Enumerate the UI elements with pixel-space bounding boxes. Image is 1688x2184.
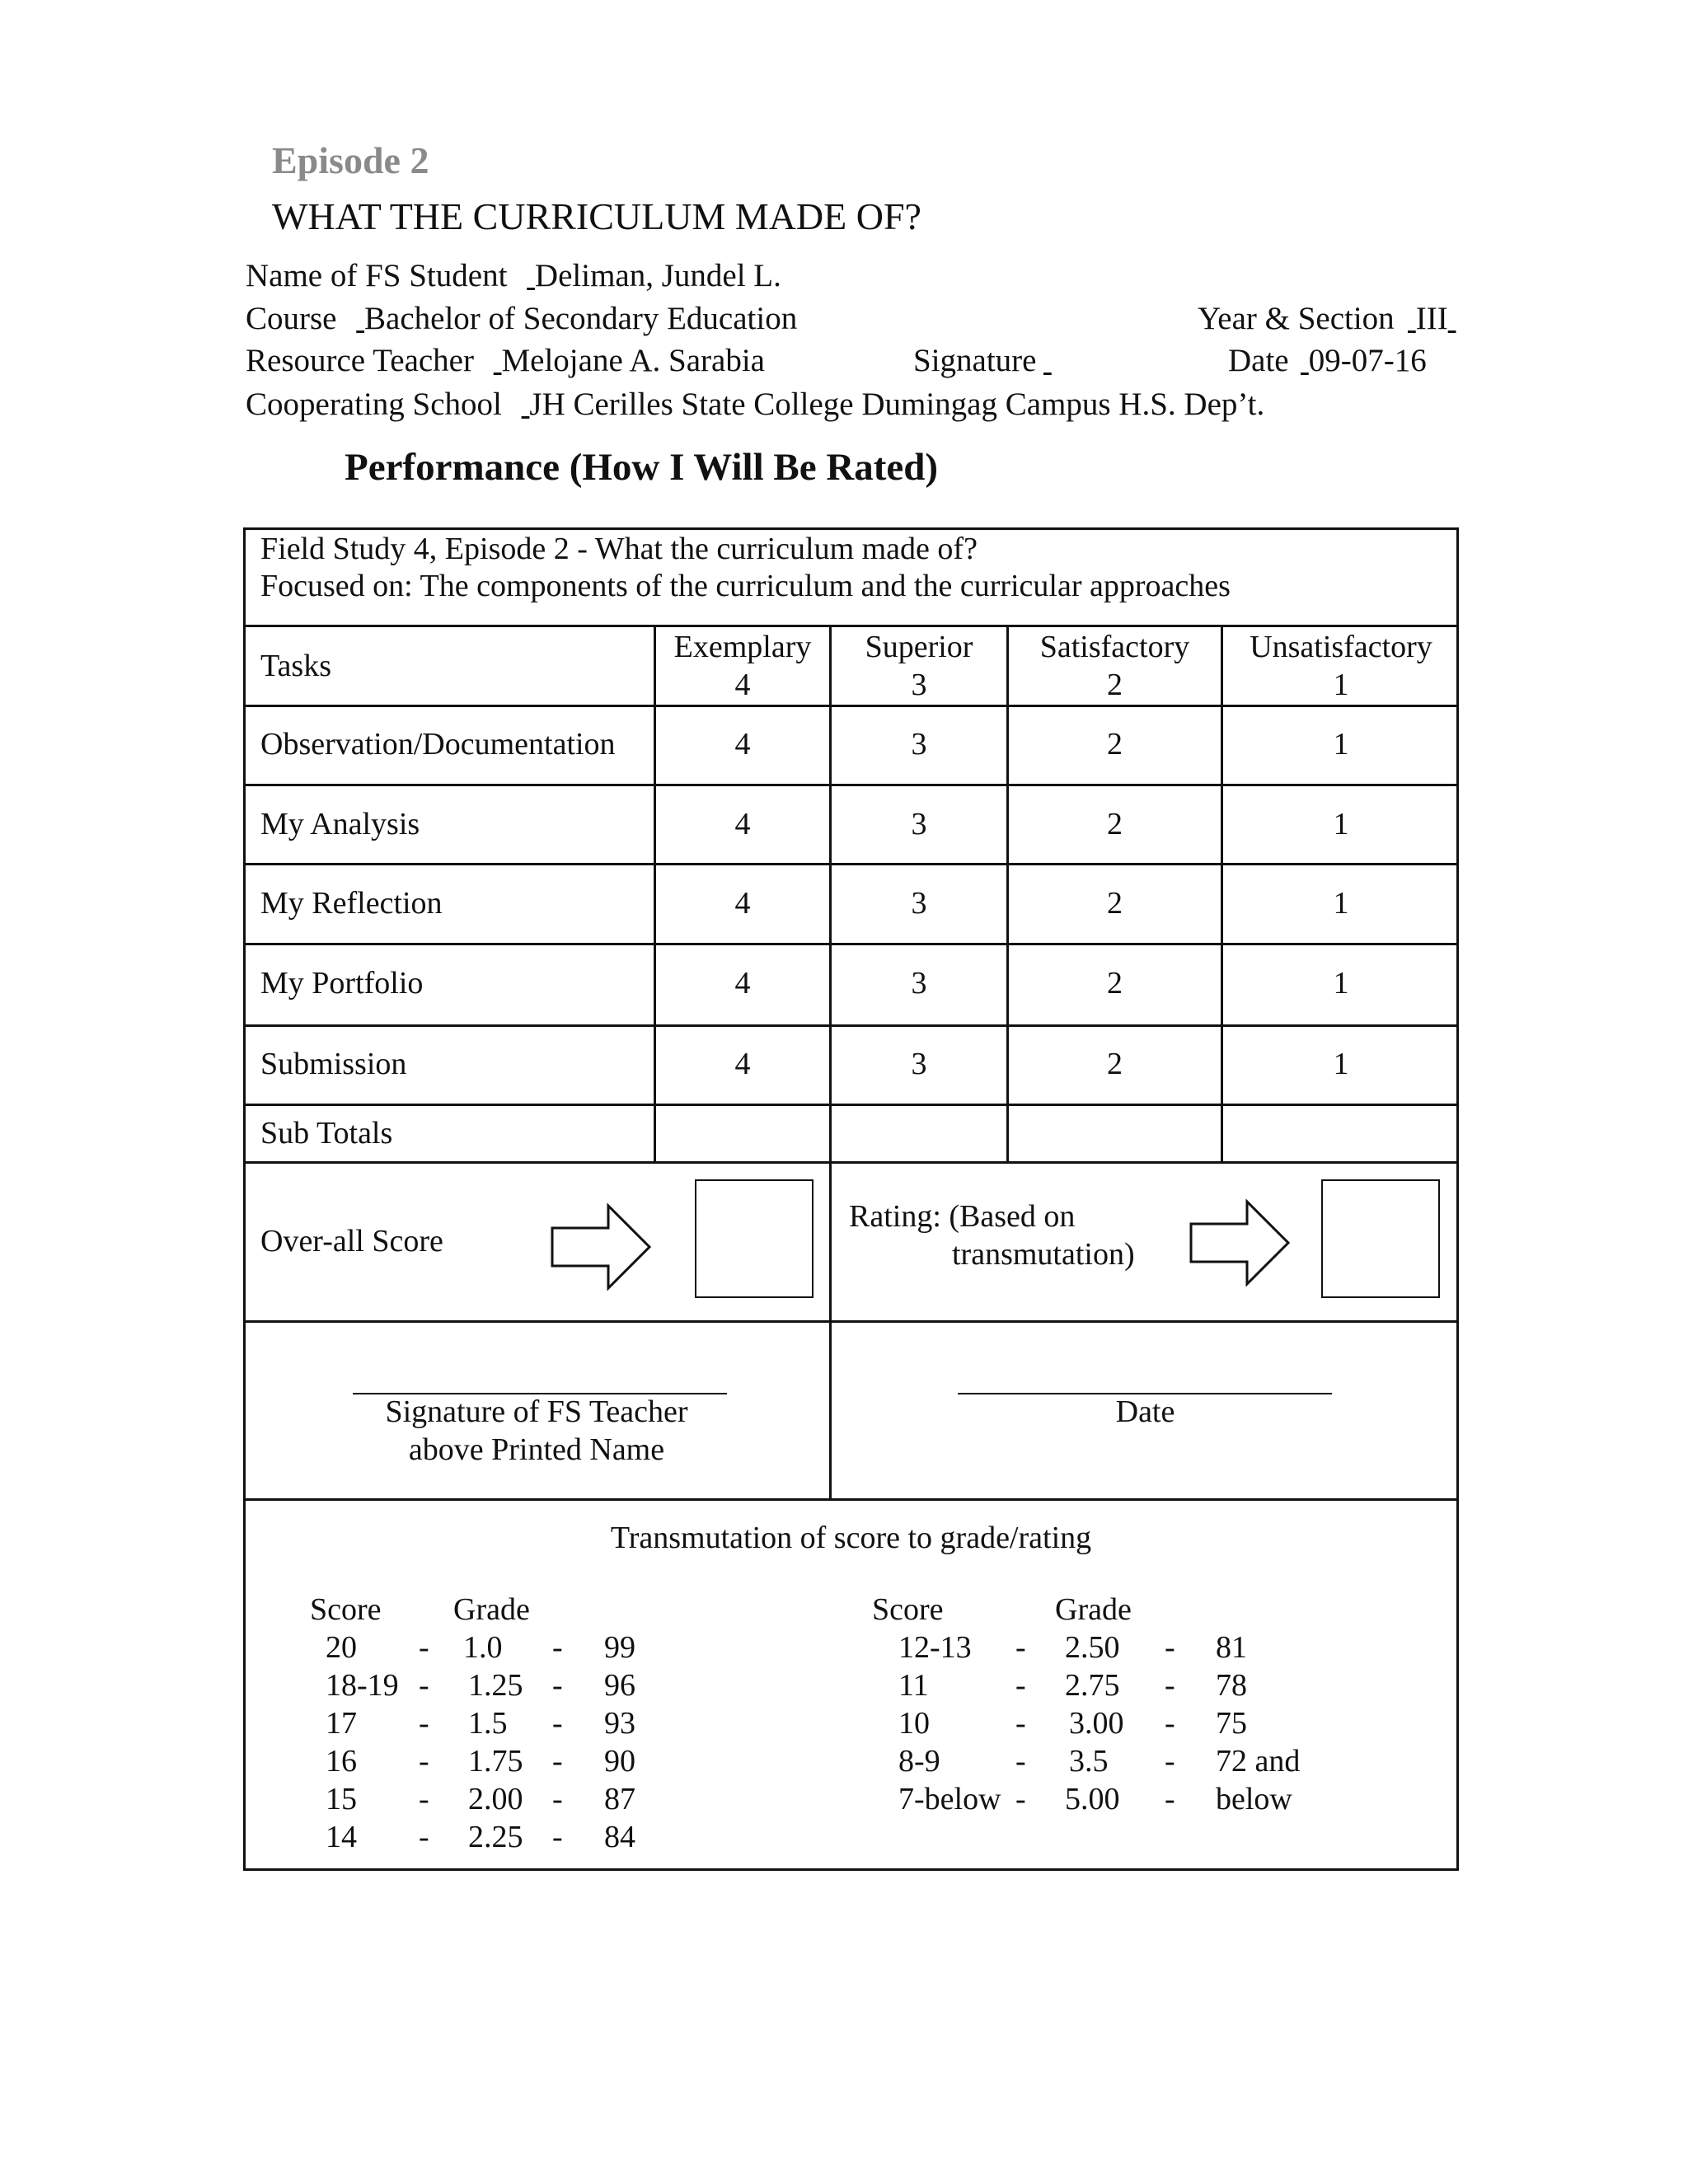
rule: [243, 1104, 1459, 1106]
rule: [243, 1024, 1459, 1027]
column-header-satisfactory: [1009, 628, 1221, 704]
trans-rating: 96: [604, 1668, 635, 1703]
score-cell: 1: [1333, 807, 1349, 841]
trans-rating: 93: [604, 1706, 635, 1741]
column-header-superior: [832, 628, 1006, 704]
trans-grade: 1.75: [468, 1744, 523, 1779]
resource-teacher-text: Melojane A. Sarabia: [501, 343, 765, 378]
subtotals-label: Sub Totals: [260, 1116, 393, 1151]
score-cell: 4: [734, 727, 751, 762]
date-signature-label: Date: [1115, 1394, 1175, 1429]
rule: [243, 784, 1459, 786]
trans-grade: 2.00: [468, 1782, 523, 1816]
student-name-label: Name of FS Student: [246, 258, 508, 293]
rubric-title: Field Study 4, Episode 2 - What the curriculum made of?: [260, 532, 978, 566]
trans-dash: -: [1015, 1668, 1026, 1703]
column-label: Exemplary: [673, 630, 812, 664]
resource-teacher-row: [246, 342, 1472, 385]
trans-dash: -: [1015, 1744, 1026, 1779]
column-label: Satisfactory: [1039, 630, 1190, 664]
score-cell: 2: [1107, 727, 1123, 762]
trans-grade: 2.75: [1065, 1668, 1120, 1703]
course-label: Course: [246, 301, 337, 336]
trans-rating: 84: [604, 1820, 635, 1854]
score-cell: 1: [1333, 886, 1349, 921]
score-cell: 2: [1107, 807, 1123, 841]
trans-rating: below: [1216, 1782, 1292, 1816]
trans-dash: -: [1165, 1630, 1175, 1665]
trans-dash: -: [1165, 1706, 1175, 1741]
column-header-unsatisfactory: [1223, 628, 1459, 704]
score-cell: 3: [911, 727, 927, 762]
score-cell: 3: [911, 807, 927, 841]
date-label: Date: [1228, 343, 1289, 378]
column-label: Unsatisfactory: [1250, 630, 1432, 664]
trans-score: 10: [898, 1706, 930, 1741]
overall-score-label: Over-all Score: [260, 1224, 443, 1258]
rule: [243, 705, 1459, 707]
tasks-header: Tasks: [260, 649, 332, 683]
trans-dash: -: [419, 1630, 429, 1665]
column-header-exemplary: [656, 628, 829, 704]
signature-line-2: above Printed Name: [408, 1432, 665, 1467]
trans-score: 12-13: [898, 1630, 972, 1665]
score-cell: 3: [911, 1047, 927, 1081]
rule: [243, 625, 1459, 627]
trans-grade: 1.0: [463, 1630, 503, 1665]
trans-dash: -: [1165, 1782, 1175, 1816]
trans-rating: 72 and: [1216, 1744, 1301, 1779]
rule: [243, 943, 1459, 945]
trans-dash: -: [1165, 1668, 1175, 1703]
trans-score: 11: [898, 1668, 929, 1703]
rule: [243, 1498, 1459, 1501]
score-cell: 4: [734, 1047, 751, 1081]
signature-line-1: Signature of FS Teacher: [385, 1394, 688, 1429]
rating-label-transmutation: transmutation): [952, 1237, 1135, 1272]
trans-score: 7-below: [898, 1782, 1001, 1816]
score-cell: 1: [1333, 966, 1349, 1001]
course-row: [246, 300, 1472, 343]
student-name-text: Deliman, Jundel L.: [534, 258, 781, 293]
performance-title: Performance (How I Will Be Rated): [345, 446, 939, 489]
trans-score: 17: [326, 1706, 357, 1741]
score-cell: 4: [734, 886, 751, 921]
right-score-header: Score: [872, 1592, 944, 1627]
rule: [243, 1161, 1459, 1164]
trans-dash: -: [552, 1782, 563, 1816]
rule: [243, 1320, 1459, 1323]
trans-score: 8-9: [898, 1744, 940, 1779]
trans-dash: -: [1015, 1630, 1026, 1665]
resource-teacher-label: Resource Teacher: [246, 343, 474, 378]
trans-rating: 78: [1216, 1668, 1247, 1703]
trans-score: 16: [326, 1744, 357, 1779]
score-cell: 4: [734, 807, 751, 841]
score-cell: 1: [1333, 727, 1349, 762]
trans-grade: 2.25: [468, 1820, 523, 1854]
trans-rating: 87: [604, 1782, 635, 1816]
trans-score: 18-19: [326, 1668, 399, 1703]
episode-label: Episode 2: [272, 139, 429, 181]
trans-score: 20: [326, 1630, 357, 1665]
trans-dash: -: [419, 1782, 429, 1816]
cooperating-school-row: [246, 386, 1472, 429]
rating-label: Rating: (Based on: [849, 1199, 1076, 1234]
task-label: Submission: [260, 1047, 407, 1081]
student-name-value: [527, 257, 1475, 294]
year-section-value: [1408, 300, 1470, 337]
year-section-label: Year & Section: [1198, 301, 1395, 336]
score-cell: 2: [1107, 966, 1123, 1001]
trans-rating: 75: [1216, 1706, 1247, 1741]
trans-dash: -: [552, 1820, 563, 1854]
score-cell: 1: [1333, 1047, 1349, 1081]
rubric-focus: Focused on: The components of the curriculum and the curricular approaches: [260, 569, 1231, 603]
trans-dash: -: [419, 1744, 429, 1779]
trans-rating: 99: [604, 1630, 635, 1665]
score-cell: 3: [911, 886, 927, 921]
left-grade-header: Grade: [453, 1592, 530, 1627]
trans-dash: -: [552, 1630, 563, 1665]
task-label: My Portfolio: [260, 966, 424, 1001]
page-title: WHAT THE CURRICULUM MADE OF?: [272, 195, 921, 237]
arrow-right-icon: [1189, 1199, 1292, 1286]
arrow-right-icon: [551, 1203, 653, 1291]
task-label: My Analysis: [260, 807, 420, 841]
course-value: [356, 300, 1180, 337]
cooperating-school-text: JH Cerilles State College Dumingag Campus H.S. Dep’t.: [529, 387, 1265, 422]
resource-teacher-value: [494, 342, 906, 379]
date-value: [1301, 342, 1470, 379]
rule: [243, 863, 1459, 865]
trans-dash: -: [1165, 1744, 1175, 1779]
trans-dash: -: [552, 1706, 563, 1741]
column-points: 3: [911, 668, 927, 702]
cooperating-school-value: [522, 386, 1490, 423]
trans-dash: -: [419, 1820, 429, 1854]
trans-grade: 1.5: [468, 1706, 508, 1741]
signature-blank: [1043, 342, 1226, 379]
trans-score: 14: [326, 1820, 357, 1854]
trans-score: 15: [326, 1782, 357, 1816]
column-points: 1: [1333, 668, 1349, 702]
task-label: Observation/Documentation: [260, 727, 616, 762]
left-score-header: Score: [310, 1592, 382, 1627]
trans-dash: -: [552, 1668, 563, 1703]
trans-dash: -: [419, 1668, 429, 1703]
column-points: 4: [734, 668, 751, 702]
trans-grade: 2.50: [1065, 1630, 1120, 1665]
signature-fs-teacher-label: [244, 1393, 829, 1469]
trans-dash: -: [419, 1706, 429, 1741]
cooperating-school-label: Cooperating School: [246, 387, 502, 422]
trans-grade: 3.5: [1069, 1744, 1109, 1779]
student-name-row: [246, 257, 1472, 300]
score-cell: 2: [1107, 1047, 1123, 1081]
trans-dash: -: [1015, 1706, 1026, 1741]
trans-grade: 3.00: [1069, 1706, 1124, 1741]
date-text: 09-07-16: [1308, 343, 1427, 378]
trans-rating: 81: [1216, 1630, 1247, 1665]
rating-box: [1321, 1179, 1440, 1298]
score-cell: 2: [1107, 886, 1123, 921]
score-cell: 4: [734, 966, 751, 1001]
transmutation-title: Transmutation of score to grade/rating: [610, 1521, 1092, 1555]
trans-grade: 5.00: [1065, 1782, 1120, 1816]
overall-score-box: [695, 1179, 814, 1298]
trans-dash: -: [552, 1744, 563, 1779]
score-cell: 3: [911, 966, 927, 1001]
trans-dash: -: [1015, 1782, 1026, 1816]
trans-rating: 90: [604, 1744, 635, 1779]
column-points: 2: [1107, 668, 1123, 702]
signature-label: Signature: [913, 343, 1037, 378]
trans-grade: 1.25: [468, 1668, 523, 1703]
year-section-text: III: [1415, 301, 1448, 336]
course-text: Bachelor of Secondary Education: [364, 301, 798, 336]
column-label: Superior: [865, 630, 973, 664]
task-label: My Reflection: [260, 886, 443, 921]
right-grade-header: Grade: [1055, 1592, 1132, 1627]
